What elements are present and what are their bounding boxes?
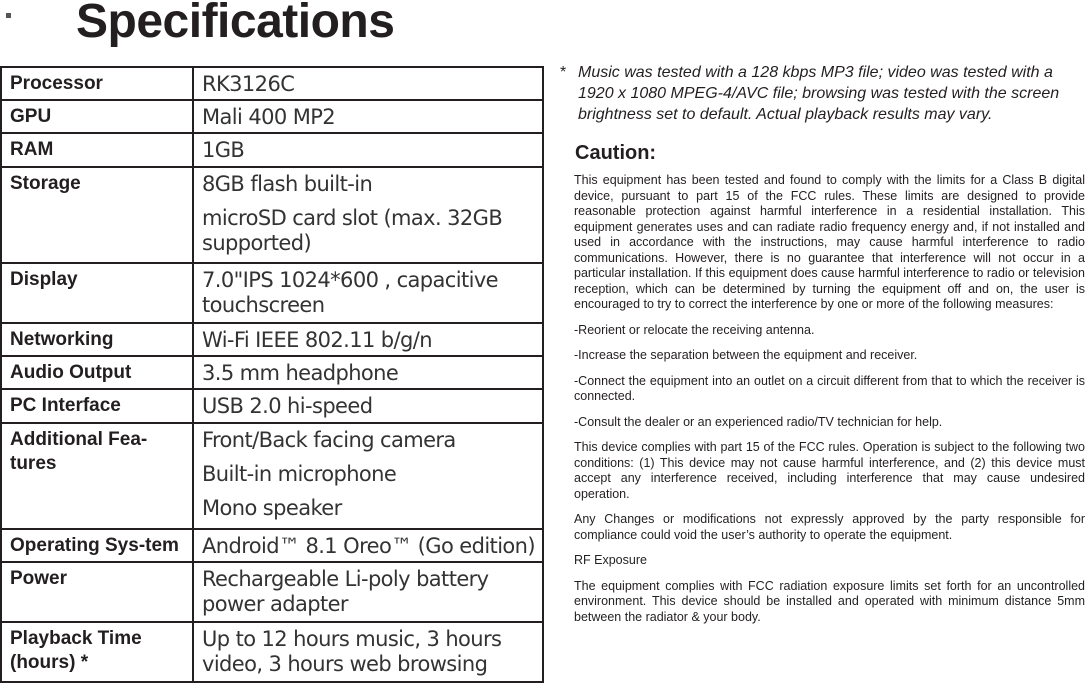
- spec-value-cell: [193, 562, 543, 622]
- playback-footnote: [560, 62, 1086, 125]
- spec-row: [1, 423, 543, 529]
- spec-row: [1, 67, 543, 100]
- page-title: Specifications: [76, 0, 395, 48]
- caution-body: [574, 173, 1085, 635]
- spec-value-cell: [193, 423, 543, 529]
- caution-paragraph: Any Changes or modifications not expressly approved by the party responsible for compliance could void the user’s authority to operate the equipment.: [574, 512, 1085, 542]
- spec-value: 1GB: [202, 138, 245, 163]
- spec-value: Mali 400 MP2: [202, 105, 336, 130]
- spec-value-cell: [193, 529, 543, 562]
- spec-key: Playback Time (hours) *: [1, 622, 193, 682]
- spec-key: Power: [1, 562, 193, 622]
- spec-row: [1, 622, 543, 682]
- spec-row: [1, 389, 543, 422]
- caution-paragraph: -Connect the equipment into an outlet on a circuit different from that to which the receiver is connected.: [574, 373, 1085, 403]
- spec-value: Built-in microphone: [202, 461, 397, 486]
- spec-value-cell: [193, 389, 543, 422]
- spec-value: Front/Back facing camera: [202, 427, 456, 452]
- spec-value: Wi-Fi IEEE 802.11 b/g/n: [202, 328, 432, 353]
- spec-row: [1, 356, 543, 389]
- caution-paragraph: -Consult the dealer or an experienced radio/TV technician for help.: [574, 414, 943, 429]
- spec-key: Audio Output: [1, 356, 193, 389]
- caution-paragraph: RF Exposure: [574, 553, 647, 567]
- spec-key: GPU: [1, 100, 193, 133]
- footnote-text: Music was tested with a 128 kbps MP3 file; video was tested with a 1920 x 1080 MPEG-4/AVC file; browsing was tested with the screen brightness set to default. Actual playback results may vary.: [578, 64, 1060, 123]
- caution-paragraph: -Reorient or relocate the receiving antenna.: [574, 322, 815, 337]
- spec-value-cell: [193, 323, 543, 356]
- spec-row: [1, 529, 543, 562]
- spec-value: microSD card slot (max. 32GB supported): [202, 205, 503, 255]
- spec-key: Display: [1, 263, 193, 323]
- spec-value: Mono speaker: [202, 495, 342, 520]
- specifications-table: [0, 66, 544, 683]
- caution-paragraph: -Increase the separation between the equipment and receiver.: [574, 348, 918, 362]
- spec-key: RAM: [1, 133, 193, 166]
- caution-paragraph: This equipment has been tested and found to comply with the limits for a Class B digital device, pursuant to part 15 of the FCC rules. These limits are designed to provide reasonable protection against harmful interference in a residential installation. This equipment generates uses and can radiate radio frequency energy and, if not installed and used in accordance with the instructions, may cause harmful interference to radio communications. However, there is no guarantee that interference will not occur in a particular installation. If this equipment does cause harmful interference to radio or television reception, which can be determined by turning the equipment off and on, the user is encouraged to try to correct the interference by one or more of the following measures:: [574, 173, 1085, 311]
- spec-value-cell: [193, 167, 543, 263]
- spec-value: 3.5 mm headphone: [202, 361, 399, 386]
- heading-bullet-icon: [6, 13, 11, 18]
- caution-paragraph: This device complies with part 15 of the FCC rules. Operation is subject to the following two conditions: (1) This device may not cause harmful interference, and (2) this device must accept any interference received, including interference that may cause undesired operation.: [574, 440, 1085, 501]
- spec-key: PC Interface: [1, 389, 193, 422]
- spec-value-cell: [193, 622, 543, 682]
- spec-value: Rechargeable Li-poly battery power adapter: [202, 566, 489, 616]
- caution-paragraph: The equipment complies with FCC radiation exposure limits set forth for an uncontrolled environment. This device should be installed and operated with minimum distance 5mm between the radiator & your body.: [574, 578, 1085, 624]
- spec-row: [1, 562, 543, 622]
- spec-key: Networking: [1, 323, 193, 356]
- spec-value: 8GB flash built-in: [202, 171, 373, 196]
- spec-key: Processor: [1, 67, 193, 100]
- spec-value-cell: [193, 263, 543, 323]
- spec-value-cell: [193, 100, 543, 133]
- spec-value: Android™ 8.1 Oreo™ (Go edition): [202, 533, 535, 558]
- spec-value-cell: [193, 133, 543, 166]
- spec-row: [1, 323, 543, 356]
- footnote-marker: *: [560, 64, 567, 81]
- spec-row: [1, 263, 543, 323]
- spec-value: USB 2.0 hi-speed: [202, 394, 373, 419]
- spec-value-cell: [193, 67, 543, 100]
- spec-value: Up to 12 hours music, 3 hours video, 3 hours web browsing: [202, 626, 502, 676]
- spec-row: [1, 133, 543, 166]
- caution-heading: Caution:: [575, 142, 657, 164]
- spec-row: [1, 100, 543, 133]
- spec-key: Additional Fea-tures: [1, 423, 193, 529]
- spec-value-cell: [193, 356, 543, 389]
- spec-key: Storage: [1, 167, 193, 263]
- spec-key: Operating Sys-tem: [1, 529, 193, 562]
- spec-value: 7.0"IPS 1024*600 , capacitive touchscreen: [202, 268, 498, 318]
- spec-value: RK3126C: [202, 72, 295, 96]
- spec-row: [1, 167, 543, 263]
